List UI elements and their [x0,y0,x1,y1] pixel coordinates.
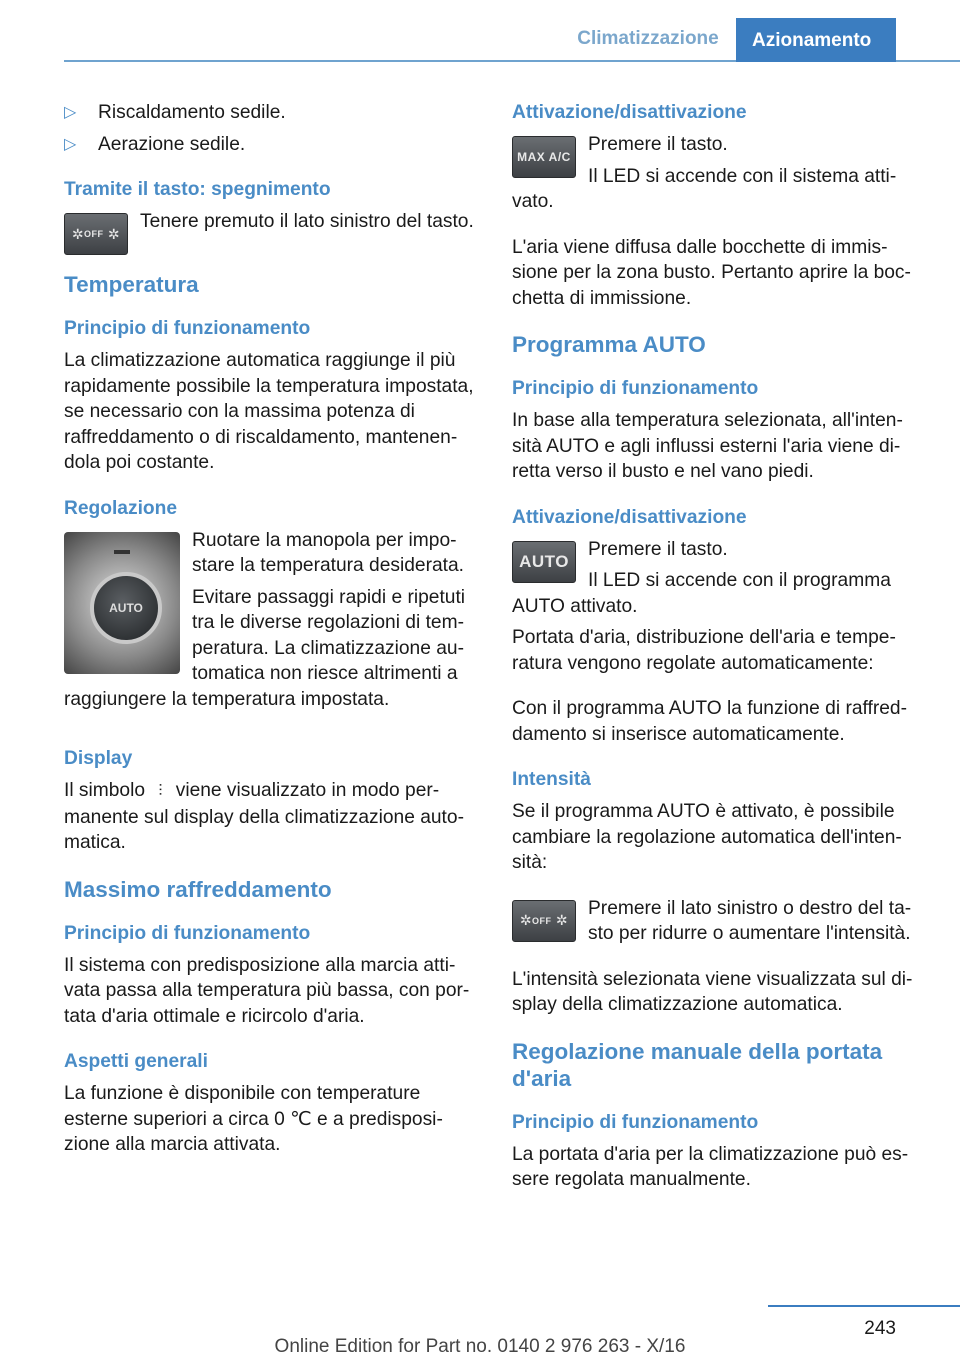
activation-text-2: Il LED si accende con il sistema attivato. [512,165,897,212]
general-text: La funzione è disponibile con temperature esterne superiori a circa 0 ℃ e a predisposizione alla marcia attivata. [64,1083,443,1155]
subheading-manual-principle: Principio di funzionamento [512,1111,759,1133]
intensity-text: Se il programma AUTO è attivato, è possibile cambiare la regolazione automatica dell'intensità: [512,801,902,873]
auto-activation-text-3: Portata d'aria, distribuzione dell'aria e temperatura vengono regolate automaticamente: [512,627,896,674]
heading-temperature: Temperatura [64,272,199,297]
subheading-regulation: Regolazione [64,497,178,519]
activation-text-1: Premere il tasto. [588,134,728,155]
display-text: Il simbolo ⫶ viene visualizzato in modo permanente sul display della climatizzazione automatica. [64,780,464,853]
regulation-text-2: Evitare passaggi rapidi e ripetuti tra le diverse regolazioni di temperatura. La climatizzazione automatica non riesce altrimenti a raggiungere la temperatura impostata. [64,586,466,710]
footer-rule [768,1305,960,1307]
triangle-bullet-icon: ▷ [64,135,77,153]
auto-knob-center: AUTO [90,572,162,644]
heading-max-cooling: Massimo raffreddamento [64,876,332,902]
left-column [64,100,478,1178]
subheading-display: Display [64,748,133,769]
header-chapter-tab: Azionamento [736,18,896,62]
manual-principle-text: La portata d'aria per la climatizzazione può essere regolata manualmente. [512,1143,909,1190]
subheading-off: Tramite il tasto: spegnimento [64,179,331,200]
subheading-auto-principle: Principio di funzionamento [512,378,759,399]
minus-icon [114,550,130,554]
heading-auto-program: Programma AUTO [512,332,706,357]
footer-edition: Online Edition for Part no. 0140 2 976 263 - X/16 [274,1336,686,1357]
header-section-title: Climatizzazione [577,28,719,49]
right-column [512,100,926,1213]
maxcool-principle-text: Il sistema con predisposizione alla marcia attivata passa alla temperatura più bassa, con portata d'aria ottimale e ricircolo d'aria. [64,954,470,1027]
heading-manual-airflow: Regolazione manuale della portata d'aria [512,1038,883,1091]
off-text: Tenere premuto il lato sinistro del tasto. [140,211,474,232]
temperature-knob-image [64,532,180,674]
list-item: ▷ Aerazione sedile. [64,132,478,158]
subheading-activation: Attivazione/disattivazione [512,102,747,123]
temp-principle-text: La climatizzazione automatica raggiunge il più rapidamente possibile la temperatura impostata, se necessario con la massima potenza di raffreddamento o di riscaldamento, mantenendola poi costante. [64,350,474,473]
intensity-shown-text: L'intensità selezionata viene visualizzata sul display della climatizzazione automatica. [512,968,913,1015]
auto-activation-text-2: Il LED si accende con il programma AUTO attivato. [512,570,891,617]
cooling-symbol-icon: ⫶ [158,783,163,800]
air-text: L'aria viene diffusa dalle bocchette di immissione per la zona busto. Pertanto aprire la bocchetta di immissione. [512,236,911,309]
triangle-bullet-icon: ▷ [64,104,77,121]
subheading-maxcool-principle: Principio di funzionamento [64,922,311,944]
list-item: ▷ Riscaldamento sedile. [64,100,478,126]
regulation-text-1: Ruotare la manopola per impostare la temperatura desiderata. [192,529,464,576]
intensity-press-text: Premere il lato sinistro o destro del tasto per ridurre o aumentare l'intensità. [588,897,912,944]
page-number: 243 [864,1318,896,1339]
subheading-general: Aspetti generali [64,1051,208,1072]
subheading-intensity: Intensità [512,769,591,790]
auto-activation-text-1: Premere il tasto. [588,538,728,560]
fan-intensity-button-icon: ✲ OFF ✲ [512,900,576,942]
auto-button-icon: AUTO [512,541,576,583]
subheading-auto-activation: Attivazione/disattivazione [512,506,747,528]
subheading-temp-principle: Principio di funzionamento [64,318,311,339]
fan-off-button-icon: ✲ OFF ✲ [64,213,128,255]
auto-principle-text: In base alla temperatura selezionata, all'intensità AUTO e agli influssi esterni l'aria viene diretta verso il busto e nel vano piedi. [512,410,903,482]
max-ac-button-icon: MAX A/C [512,136,576,178]
auto-activation-text-4: Con il programma AUTO la funzione di raffreddamento si inserisce automaticamente. [512,698,907,745]
